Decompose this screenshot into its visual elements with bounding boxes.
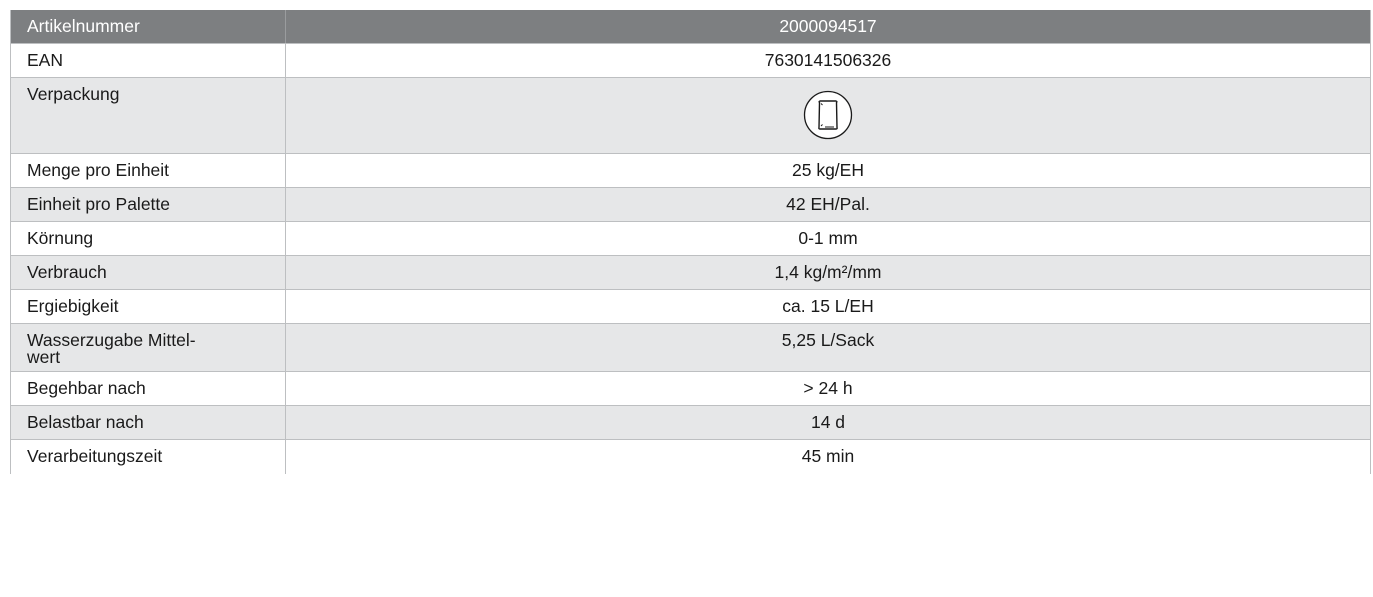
table-row: [11, 440, 1370, 474]
header-value: 2000094517: [779, 16, 877, 36]
table-row: [11, 290, 1370, 324]
row-value: 5,25 L/Sack: [781, 330, 875, 350]
row-value: 25 kg/EH: [792, 160, 864, 180]
row-value: > 24 h: [803, 378, 853, 398]
row-label-line: wert: [27, 347, 61, 367]
header-label: Artikelnummer: [11, 10, 286, 43]
table-row: [11, 78, 1370, 154]
row-label: Verbrauch: [11, 256, 286, 289]
table-row: [11, 372, 1370, 406]
row-value: ca. 15 L/EH: [782, 296, 874, 316]
row-label: Einheit pro Palette: [11, 188, 286, 221]
row-value: [286, 78, 1370, 153]
row-value: 45 min: [801, 446, 855, 466]
row-value: 0-1 mm: [798, 228, 858, 248]
row-value: 14 d: [810, 412, 846, 432]
table-row: [11, 188, 1370, 222]
row-value: 42 EH/Pal.: [786, 194, 870, 214]
row-label: [11, 324, 286, 371]
row-value: 7630141506326: [764, 50, 892, 70]
row-label: Verpackung: [11, 78, 286, 153]
table-row: [11, 154, 1370, 188]
row-label: Begehbar nach: [11, 372, 286, 405]
table-row: [11, 44, 1370, 78]
row-label: Verarbeitungszeit: [11, 440, 286, 474]
row-label: EAN: [11, 44, 286, 77]
table-row: [11, 256, 1370, 290]
table-row: [11, 406, 1370, 440]
row-label: Körnung: [11, 222, 286, 255]
sack-packaging-icon: [803, 90, 853, 140]
table-header-row: [11, 10, 1370, 44]
product-spec-table: [10, 10, 1371, 474]
row-label: Menge pro Einheit: [11, 154, 286, 187]
row-label: Ergiebigkeit: [11, 290, 286, 323]
row-label: Belastbar nach: [11, 406, 286, 439]
table-row: [11, 222, 1370, 256]
table-row: [11, 324, 1370, 372]
row-label-line: Wasserzugabe Mittel-: [27, 330, 196, 350]
row-value: 1,4 kg/m²/mm: [774, 262, 882, 282]
